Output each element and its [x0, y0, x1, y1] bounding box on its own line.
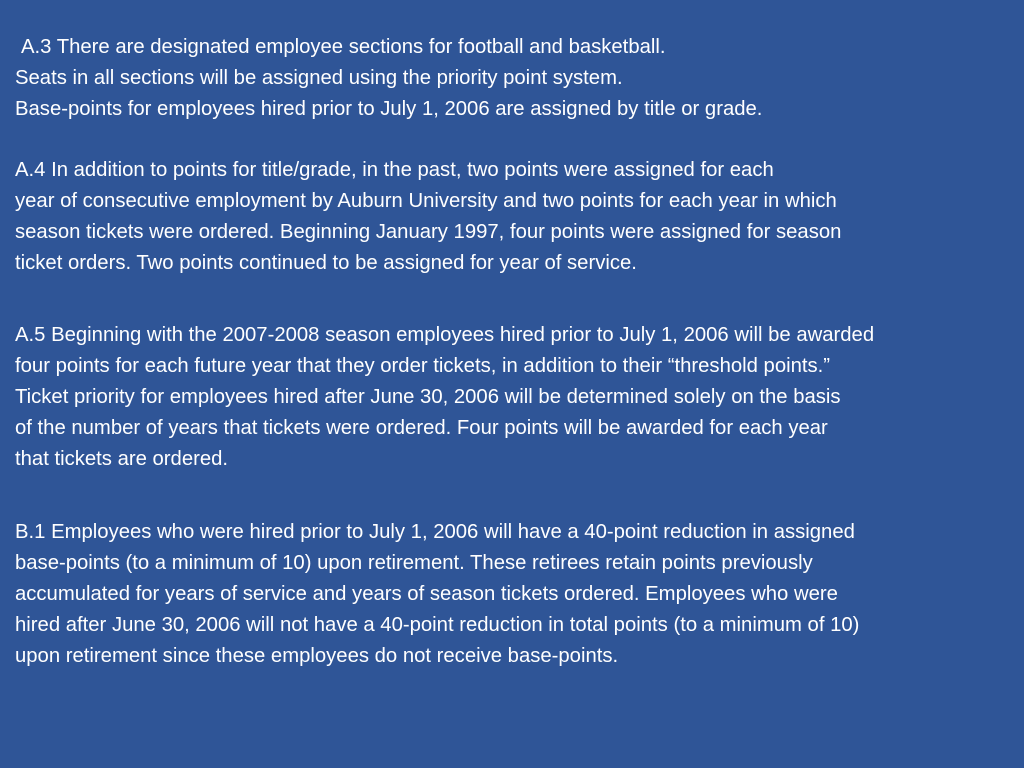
paragraph-line: four points for each future year that they order tickets, in addition to their “threshold points.” — [15, 355, 831, 377]
paragraph-line: of the number of years that tickets were ordered. Four points will be awarded for each year — [15, 417, 828, 439]
paragraph-line: B.1 Employees who were hired prior to July 1, 2006 will have a 40-point reduction in assigned — [15, 521, 855, 543]
paragraph-line: A.4 In addition to points for title/grade, in the past, two points were assigned for each — [15, 159, 774, 181]
paragraph-b1 — [15, 517, 1012, 672]
paragraph-line: year of consecutive employment by Auburn University and two points for each year in which — [15, 190, 837, 212]
paragraph-a5 — [15, 320, 1012, 475]
paragraph-line: season tickets were ordered. Beginning January 1997, four points were assigned for season — [15, 221, 842, 243]
paragraph-line: hired after June 30, 2006 will not have a 40-point reduction in total points (to a minimum of 10) — [15, 614, 860, 636]
paragraph-a4 — [15, 155, 1012, 279]
paragraph-line: A.5 Beginning with the 2007-2008 season employees hired prior to July 1, 2006 will be awarded — [15, 324, 875, 346]
paragraph-a3 — [15, 32, 1012, 125]
paragraph-line: A.3 There are designated employee sections for football and basketball. — [21, 36, 666, 58]
paragraph-line: that tickets are ordered. — [15, 448, 229, 470]
paragraph-line: Seats in all sections will be assigned using the priority point system. — [15, 67, 623, 89]
paragraph-line: ticket orders. Two points continued to be assigned for year of service. — [15, 252, 637, 274]
paragraph-line: Base-points for employees hired prior to July 1, 2006 are assigned by title or grade. — [15, 98, 763, 120]
paragraph-line: accumulated for years of service and years of season tickets ordered. Employees who were — [15, 583, 838, 605]
paragraph-line: Ticket priority for employees hired after June 30, 2006 will be determined solely on the basis — [15, 386, 841, 408]
paragraph-line: upon retirement since these employees do not receive base-points. — [15, 645, 619, 667]
paragraph-line: base-points (to a minimum of 10) upon retirement. These retirees retain points previously — [15, 552, 813, 574]
